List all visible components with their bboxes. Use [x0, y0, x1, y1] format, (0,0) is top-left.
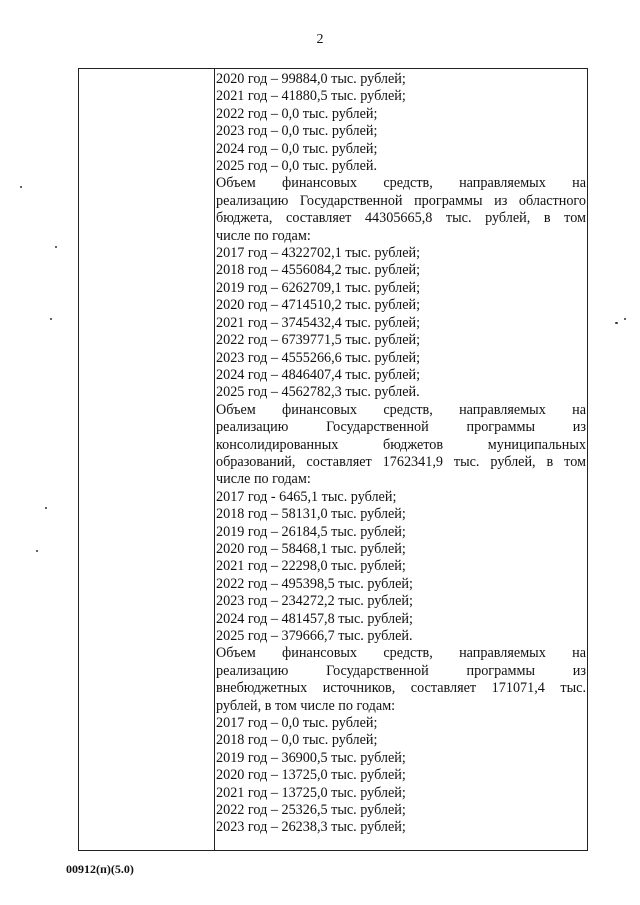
page-number: 2 [316, 32, 324, 47]
paragraph-line: Объем финансовых средств, направляемых на [216, 401, 586, 418]
paragraph-line: реализацию Государственной программы из областного [216, 192, 586, 209]
scan-speck [624, 318, 626, 320]
funding-line: 2022 год – 25326,5 тыс. рублей; [216, 802, 406, 819]
funding-line: 2021 год – 13725,0 тыс. рублей; [216, 784, 406, 801]
funding-line: 2021 год – 22298,0 тыс. рублей; [216, 558, 406, 575]
scan-speck [36, 550, 38, 552]
funding-line: 2018 год – 58131,0 тыс. рублей; [216, 506, 406, 523]
paragraph-line: Объем финансовых средств, направляемых на [216, 645, 586, 662]
funding-lines-regional [216, 245, 586, 402]
funding-line: 2018 год – 0,0 тыс. рублей; [216, 732, 378, 749]
funding-line: 2021 год – 3745432,4 тыс. рублей; [216, 314, 421, 331]
funding-line: 2017 год - 6465,1 тыс. рублей; [216, 488, 397, 505]
funding-line: 2020 год – 58468,1 тыс. рублей; [216, 540, 406, 557]
scan-speck [50, 318, 52, 320]
funding-line: 2025 год – 4562782,3 тыс. рублей. [216, 384, 420, 401]
scan-speck [45, 507, 47, 509]
paragraph-line: образований, составляет 1762341,9 тыс. рублей, в том [216, 453, 586, 470]
table-label-column [79, 69, 215, 850]
funding-line: 2023 год – 4555266,6 тыс. рублей; [216, 349, 421, 366]
municipal-budget-paragraph [216, 402, 586, 489]
paragraph-line: реализацию Государственной программы из [216, 662, 586, 679]
funding-line: 2020 год – 99884,0 тыс. рублей; [216, 71, 406, 87]
paragraph-line: Объем финансовых средств, направляемых на [216, 175, 586, 192]
funding-line: 2019 год – 36900,5 тыс. рублей; [216, 749, 406, 766]
paragraph-line: внебюджетных источников, составляет 171071,4 тыс. [216, 680, 586, 697]
funding-line: 2017 год – 0,0 тыс. рублей; [216, 715, 378, 732]
funding-line: 2021 год – 41880,5 тыс. рублей; [216, 88, 406, 105]
funding-line: 2022 год – 6739771,5 тыс. рублей; [216, 332, 421, 349]
program-table [78, 68, 588, 851]
funding-line: 2024 год – 0,0 тыс. рублей; [216, 140, 378, 157]
table-content-column [216, 71, 586, 837]
paragraph-line: реализацию Государственной программы из [216, 419, 586, 436]
funding-line: 2024 год – 4846407,4 тыс. рублей; [216, 366, 421, 383]
funding-line: 2017 год – 4322702,1 тыс. рублей; [216, 245, 421, 262]
funding-line: 2022 год – 0,0 тыс. рублей; [216, 105, 378, 122]
funding-line: 2024 год – 481457,8 тыс. рублей; [216, 610, 413, 627]
funding-line: 2018 год – 4556084,2 тыс. рублей; [216, 262, 421, 279]
paragraph-line: числе по годам: [216, 471, 311, 488]
scan-speck [615, 322, 618, 324]
document-code: 00912(п)(5.0) [66, 862, 134, 876]
funding-line: 2023 год – 234272,2 тыс. рублей; [216, 593, 413, 610]
funding-lines-extrabudget [216, 715, 586, 837]
funding-line: 2020 год – 13725,0 тыс. рублей; [216, 767, 406, 784]
paragraph-line: бюджета, составляет 44305665,8 тыс. рублей, в том [216, 210, 586, 227]
paragraph-line: рублей, в том числе по годам: [216, 697, 396, 714]
funding-line: 2022 год – 495398,5 тыс. рублей; [216, 575, 413, 592]
scan-speck [55, 246, 57, 248]
paragraph-line: консолидированных бюджетов муниципальных [216, 436, 586, 453]
funding-line: 2023 год – 0,0 тыс. рублей; [216, 123, 378, 140]
funding-line: 2025 год – 0,0 тыс. рублей. [216, 158, 378, 175]
scan-speck [20, 186, 22, 188]
funding-line: 2019 год – 26184,5 тыс. рублей; [216, 523, 406, 540]
funding-lines-municipal [216, 489, 586, 646]
paragraph-line: числе по годам: [216, 227, 311, 244]
regional-budget-paragraph [216, 175, 586, 245]
funding-line: 2023 год – 26238,3 тыс. рублей; [216, 819, 406, 836]
funding-line: 2020 год – 4714510,2 тыс. рублей; [216, 297, 421, 314]
funding-line: 2025 год – 379666,7 тыс. рублей. [216, 628, 413, 644]
extrabudget-paragraph [216, 645, 586, 715]
funding-lines-federal [216, 71, 586, 175]
funding-line: 2019 год – 6262709,1 тыс. рублей; [216, 279, 421, 296]
